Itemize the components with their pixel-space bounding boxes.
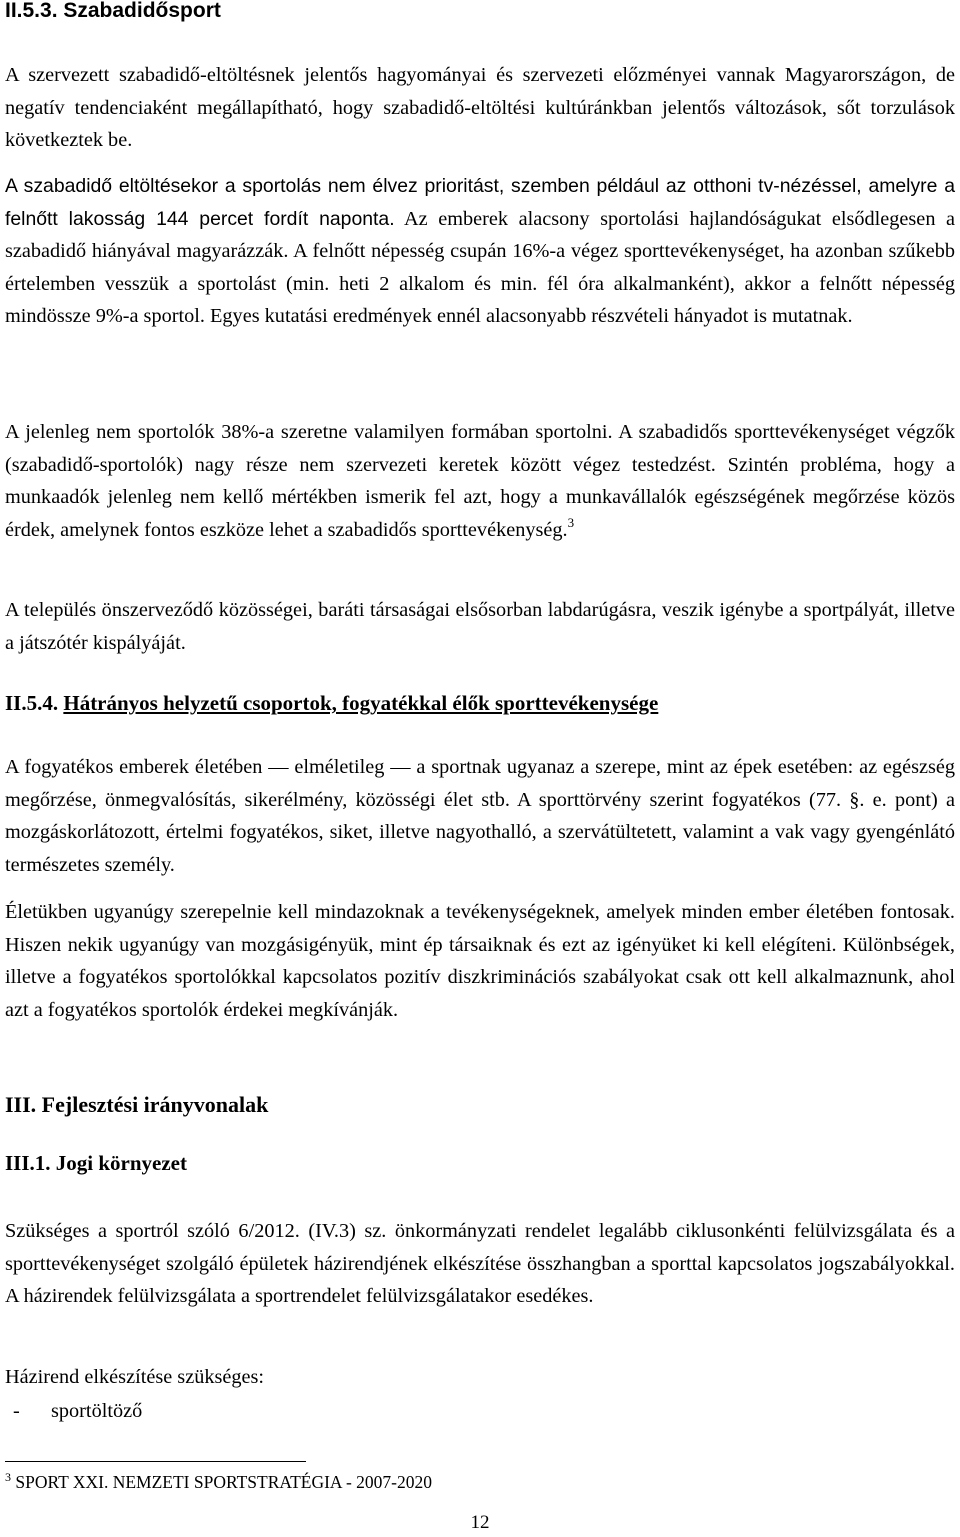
paragraph-szukseges: Szükséges a sportról szóló 6/2012. (IV.3) sz. önkormányzati rendelet legalább ciklusonkénti felülvizsgálata és a sporttevékenységet szolgáló épületek házirendjének elkészítése összhangban a sporttal kapcsolatos jogszabályokkal. A házirendek felülvizsgálata a sportrendelet felülvizsgálatakor esedékes. [5,1220,955,1308]
section-heading-iii-1: III.1. Jogi környezet [5,1151,187,1175]
footnote-divider [5,1461,306,1462]
footnote-text: SPORT XXI. NEMZETI SPORTSTRATÉGIA - 2007-2020 [11,1472,432,1492]
footnote-reference: 3 [567,514,575,530]
section-heading-ii-5-4 [5,690,658,716]
paragraph-prioritas-sans-part: A szabadidő eltöltésekor a sportolás nem élvez prioritást, szemben például az otthoni tv-nézéssel, amelyre a felnőtt lakosság 144 percet fordít naponta. [5,175,955,230]
footnote-number: 3 [5,1470,11,1484]
section-heading-ii-5-3: II.5.3. Szabadidősport [5,0,221,22]
paragraph-prioritas [5,170,955,333]
footnote [5,1471,432,1493]
paragraph-nem-sportolok-text: A jelenleg nem sportolók 38%-a szeretne valamilyen formában sportolni. A szabadidős sporttevékenységet végzők (szabadidő-sportolók) nagy része nem szervezeti keretek között végez testedzést. Szintén probléma, hogy a munkaadók jelenleg nem kellő mértékben ismerik fel azt, hogy a munkavállalók egészségének megőrzése közös érdek, amelynek fontos eszköze lehet a szabadidős sporttevékenység. [5,421,955,541]
page-number: 12 [470,1512,490,1533]
list-dash: - [13,1400,20,1422]
list-item [5,1395,142,1427]
heading-title: Hátrányos helyzetű csoportok, fogyatékkal élők sporttevékenysége [63,691,659,715]
paragraph-prioritas-serif-part: Az emberek alacsony sportolási hajlandóságukat elsődlegesen a szabadidő hiányával magyarázzák. A felnőtt népesség csupán 16%-a végez sporttevékenységet, ha azonban szűkebb értelemben vesszük a sportolást (min. heti 2 alkalom és min. fél óra alkalmanként), akkor a felnőtt népesség mindössze 9%-a sportol. Egyes kutatási eredmények ennél alacsonyabb részvételi hányadot is mutatnak. [5,207,956,328]
paragraph-eletukben: Életükben ugyanúgy szerepelnie kell mindazoknak a tevékenységeknek, amelyek minden ember életében fontosak. Hiszen nekik ugyanúgy van mozgásigényük, mint ép társaiknak és ezt az igényüket ki kell elégíteni. Különbségek, illetve a fogyatékos sportolókkal kapcsolatos pozitív diszkriminációs szabályokat csak ott kell alkalmaznunk, ahol azt a fogyatékos sportolók érdekei megkívánják. [5,901,955,1021]
list-item-text: sportöltöző [51,1400,143,1422]
list-intro: Házirend elkészítése szükséges: [5,1366,265,1388]
paragraph-telepules: A település önszerveződő közösségei, baráti társaságai elsősorban labdarúgásra, veszik igénybe a sportpályát, illetve a játszótér kispályáját. [5,599,955,654]
section-heading-iii: III. Fejlesztési irányvonalak [5,1092,269,1117]
paragraph-nem-sportolok [5,416,955,546]
paragraph-fogyatekos: A fogyatékos emberek életében — elméletileg — a sportnak ugyanaz a szerepe, mint az épek esetében: az egészség megőrzése, önmegvalósítás, sikerélmény, közösségi élet stb. A sporttörvény szerint fogyatékos (77. §. e. pont) a mozgáskorlátozott, értelmi fogyatékos, siket, illetve nagyothalló, a szervátültetett, valamint a vak vagy gyengénlátó természetes személy. [5,756,955,876]
paragraph-szervezett: A szervezett szabadidő-eltöltésnek jelentős hagyományai és szervezeti előzményei vannak Magyarországon, de negatív tendenciaként megállapítható, hogy szabadidő-eltöltési kultúránkban jelentős változások, sőt torzulások következtek be. [5,64,955,152]
heading-number: II.5.4. [5,691,64,715]
